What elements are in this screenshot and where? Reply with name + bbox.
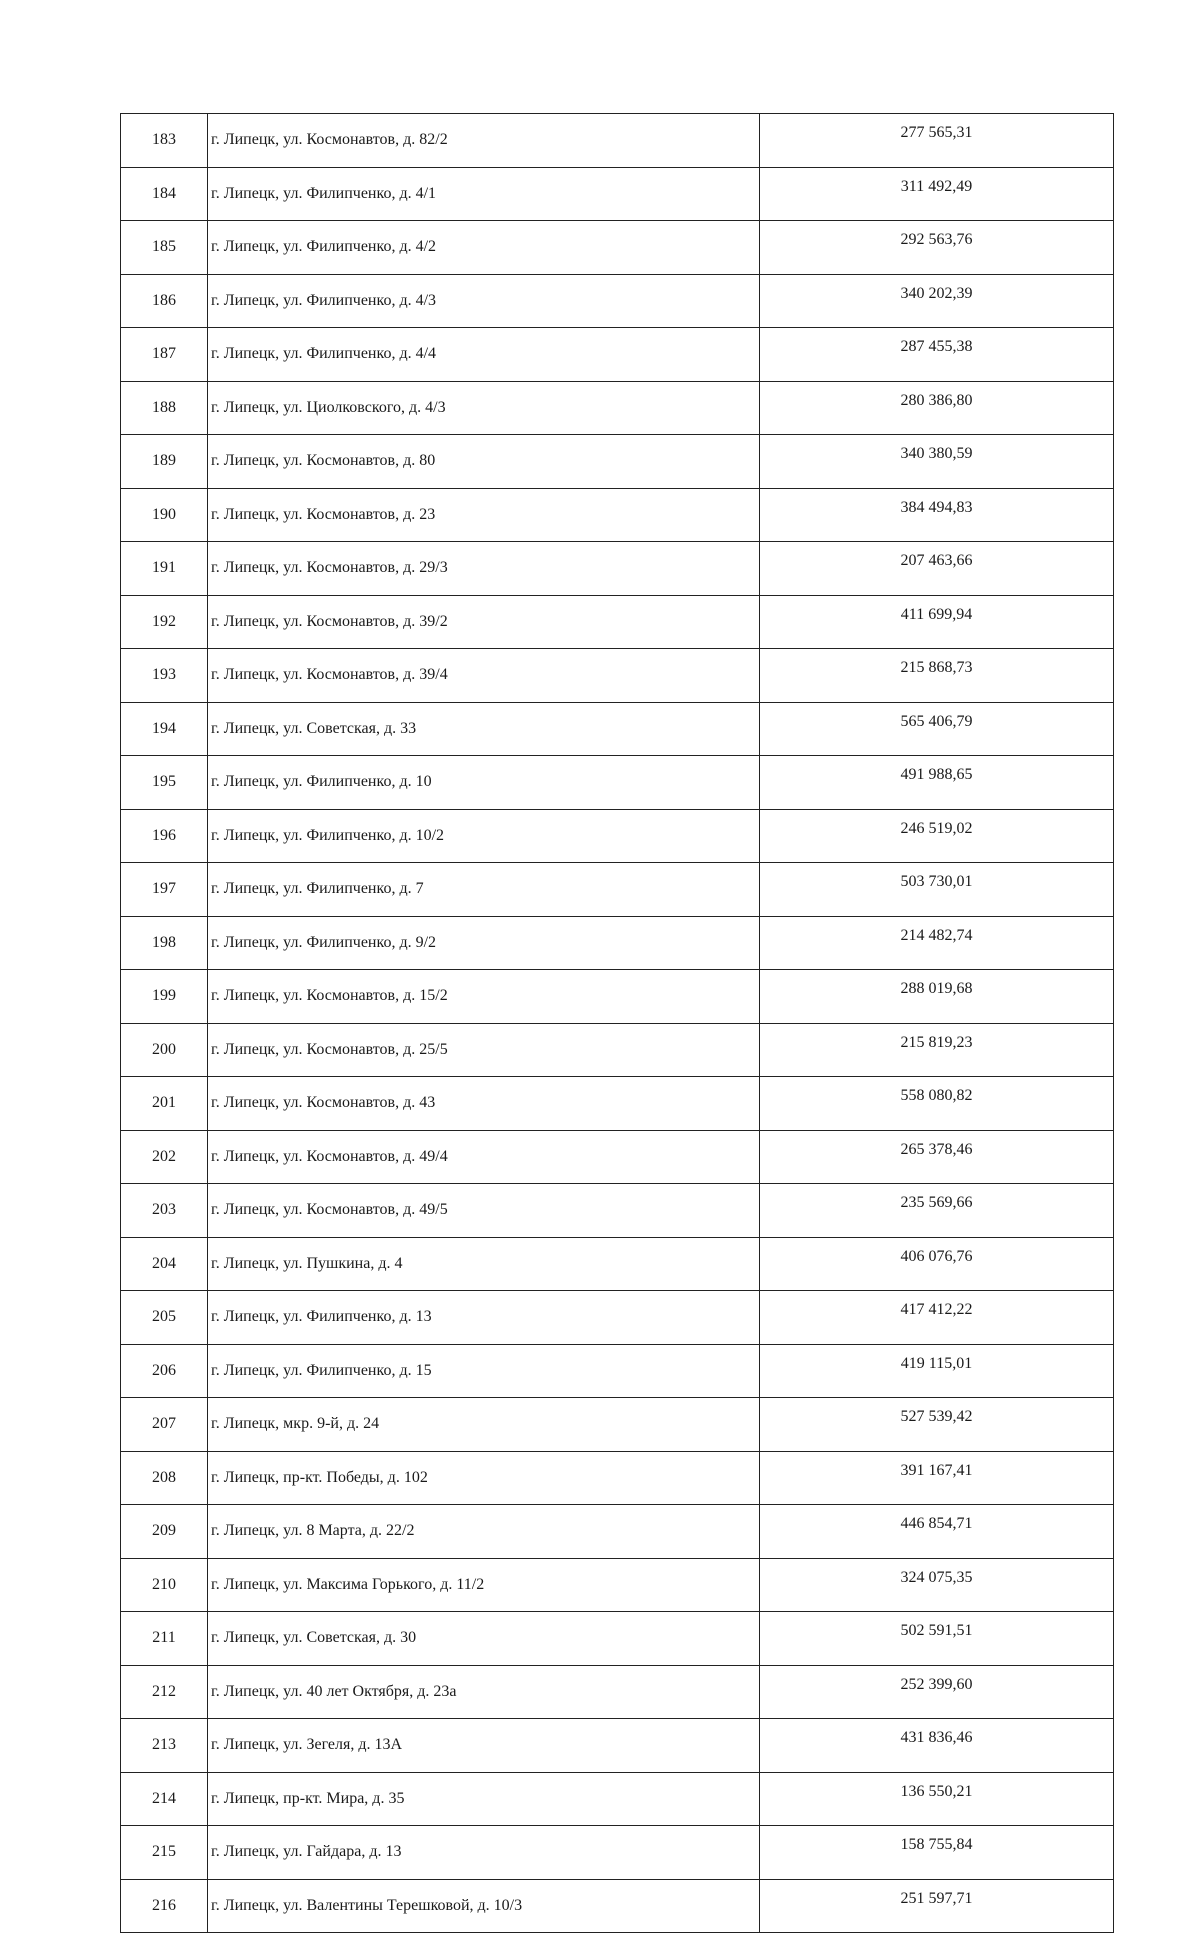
amount-cell: 324 075,35: [760, 1558, 1114, 1612]
address-cell: г. Липецк, ул. Циолковского, д. 4/3: [208, 381, 760, 435]
table-row: [121, 1505, 1114, 1559]
table-row: [121, 488, 1114, 542]
row-number-cell: 197: [121, 863, 208, 917]
amount-cell: 214 482,74: [760, 916, 1114, 970]
table-row: [121, 1077, 1114, 1131]
buildings-table: [120, 113, 1114, 1933]
row-number-cell: 213: [121, 1719, 208, 1773]
row-number-cell: 201: [121, 1077, 208, 1131]
amount-cell: 311 492,49: [760, 167, 1114, 221]
amount-cell: 417 412,22: [760, 1291, 1114, 1345]
table-row: [121, 1237, 1114, 1291]
row-number-cell: 200: [121, 1023, 208, 1077]
table-row: [121, 1398, 1114, 1452]
amount-cell: 287 455,38: [760, 328, 1114, 382]
row-number-cell: 194: [121, 702, 208, 756]
row-number-cell: 203: [121, 1184, 208, 1238]
row-number-cell: 208: [121, 1451, 208, 1505]
amount-cell: 136 550,21: [760, 1772, 1114, 1826]
row-number-cell: 190: [121, 488, 208, 542]
row-number-cell: 206: [121, 1344, 208, 1398]
amount-cell: 280 386,80: [760, 381, 1114, 435]
address-cell: г. Липецк, ул. Гайдара, д. 13: [208, 1826, 760, 1880]
row-number-cell: 185: [121, 221, 208, 275]
address-cell: г. Липецк, ул. Космонавтов, д. 82/2: [208, 114, 760, 168]
table-row: [121, 167, 1114, 221]
table-row: [121, 435, 1114, 489]
table-row: [121, 1184, 1114, 1238]
amount-cell: 158 755,84: [760, 1826, 1114, 1880]
row-number-cell: 198: [121, 916, 208, 970]
amount-cell: 215 819,23: [760, 1023, 1114, 1077]
row-number-cell: 207: [121, 1398, 208, 1452]
amount-cell: 565 406,79: [760, 702, 1114, 756]
amount-cell: 491 988,65: [760, 756, 1114, 810]
address-cell: г. Липецк, ул. Филипченко, д. 10/2: [208, 809, 760, 863]
row-number-cell: 204: [121, 1237, 208, 1291]
table-row: [121, 1719, 1114, 1773]
address-cell: г. Липецк, ул. Филипченко, д. 9/2: [208, 916, 760, 970]
table-row: [121, 1344, 1114, 1398]
amount-cell: 411 699,94: [760, 595, 1114, 649]
table-body: [121, 114, 1114, 1933]
row-number-cell: 183: [121, 114, 208, 168]
row-number-cell: 184: [121, 167, 208, 221]
amount-cell: 446 854,71: [760, 1505, 1114, 1559]
row-number-cell: 210: [121, 1558, 208, 1612]
table-row: [121, 221, 1114, 275]
table-row: [121, 809, 1114, 863]
table-row: [121, 1130, 1114, 1184]
address-cell: г. Липецк, ул. Филипченко, д. 7: [208, 863, 760, 917]
address-cell: г. Липецк, ул. Филипченко, д. 4/4: [208, 328, 760, 382]
row-number-cell: 193: [121, 649, 208, 703]
address-cell: г. Липецк, ул. Космонавтов, д. 15/2: [208, 970, 760, 1024]
table-row: [121, 649, 1114, 703]
table-row: [121, 595, 1114, 649]
row-number-cell: 188: [121, 381, 208, 435]
amount-cell: 288 019,68: [760, 970, 1114, 1024]
amount-cell: 384 494,83: [760, 488, 1114, 542]
address-cell: г. Липецк, пр-кт. Победы, д. 102: [208, 1451, 760, 1505]
amount-cell: 406 076,76: [760, 1237, 1114, 1291]
address-cell: г. Липецк, пр-кт. Мира, д. 35: [208, 1772, 760, 1826]
table-row: [121, 274, 1114, 328]
address-cell: г. Липецк, ул. Зегеля, д. 13А: [208, 1719, 760, 1773]
table-row: [121, 1772, 1114, 1826]
address-cell: г. Липецк, ул. Космонавтов, д. 49/5: [208, 1184, 760, 1238]
address-cell: г. Липецк, ул. Валентины Терешковой, д. 10/3: [208, 1879, 760, 1933]
amount-cell: 252 399,60: [760, 1665, 1114, 1719]
amount-cell: 558 080,82: [760, 1077, 1114, 1131]
address-cell: г. Липецк, ул. Космонавтов, д. 29/3: [208, 542, 760, 596]
row-number-cell: 195: [121, 756, 208, 810]
address-cell: г. Липецк, ул. Филипченко, д. 10: [208, 756, 760, 810]
table-row: [121, 1665, 1114, 1719]
amount-cell: 527 539,42: [760, 1398, 1114, 1452]
address-cell: г. Липецк, мкр. 9-й, д. 24: [208, 1398, 760, 1452]
row-number-cell: 186: [121, 274, 208, 328]
address-cell: г. Липецк, ул. Космонавтов, д. 39/2: [208, 595, 760, 649]
table-row: [121, 916, 1114, 970]
table-row: [121, 114, 1114, 168]
address-cell: г. Липецк, ул. Филипченко, д. 4/2: [208, 221, 760, 275]
row-number-cell: 191: [121, 542, 208, 596]
row-number-cell: 187: [121, 328, 208, 382]
address-cell: г. Липецк, ул. Космонавтов, д. 25/5: [208, 1023, 760, 1077]
table-row: [121, 1826, 1114, 1880]
amount-cell: 292 563,76: [760, 221, 1114, 275]
amount-cell: 340 202,39: [760, 274, 1114, 328]
amount-cell: 265 378,46: [760, 1130, 1114, 1184]
row-number-cell: 199: [121, 970, 208, 1024]
address-cell: г. Липецк, ул. Максима Горького, д. 11/2: [208, 1558, 760, 1612]
address-cell: г. Липецк, ул. Космонавтов, д. 23: [208, 488, 760, 542]
table-row: [121, 756, 1114, 810]
address-cell: г. Липецк, ул. Пушкина, д. 4: [208, 1237, 760, 1291]
address-cell: г. Липецк, ул. Космонавтов, д. 80: [208, 435, 760, 489]
address-cell: г. Липецк, ул. 40 лет Октября, д. 23а: [208, 1665, 760, 1719]
table-row: [121, 328, 1114, 382]
amount-cell: 246 519,02: [760, 809, 1114, 863]
table-row: [121, 863, 1114, 917]
address-cell: г. Липецк, ул. 8 Марта, д. 22/2: [208, 1505, 760, 1559]
amount-cell: 235 569,66: [760, 1184, 1114, 1238]
amount-cell: 502 591,51: [760, 1612, 1114, 1666]
address-cell: г. Липецк, ул. Филипченко, д. 4/3: [208, 274, 760, 328]
table-row: [121, 1558, 1114, 1612]
address-cell: г. Липецк, ул. Космонавтов, д. 49/4: [208, 1130, 760, 1184]
row-number-cell: 196: [121, 809, 208, 863]
address-cell: г. Липецк, ул. Филипченко, д. 15: [208, 1344, 760, 1398]
table-row: [121, 1879, 1114, 1933]
amount-cell: 391 167,41: [760, 1451, 1114, 1505]
table-row: [121, 970, 1114, 1024]
address-cell: г. Липецк, ул. Филипченко, д. 13: [208, 1291, 760, 1345]
row-number-cell: 214: [121, 1772, 208, 1826]
row-number-cell: 216: [121, 1879, 208, 1933]
table-row: [121, 1612, 1114, 1666]
row-number-cell: 202: [121, 1130, 208, 1184]
row-number-cell: 205: [121, 1291, 208, 1345]
amount-cell: 503 730,01: [760, 863, 1114, 917]
address-cell: г. Липецк, ул. Советская, д. 30: [208, 1612, 760, 1666]
amount-cell: 251 597,71: [760, 1879, 1114, 1933]
row-number-cell: 215: [121, 1826, 208, 1880]
address-cell: г. Липецк, ул. Советская, д. 33: [208, 702, 760, 756]
table-row: [121, 1451, 1114, 1505]
row-number-cell: 212: [121, 1665, 208, 1719]
address-cell: г. Липецк, ул. Филипченко, д. 4/1: [208, 167, 760, 221]
amount-cell: 340 380,59: [760, 435, 1114, 489]
row-number-cell: 189: [121, 435, 208, 489]
table-row: [121, 542, 1114, 596]
row-number-cell: 211: [121, 1612, 208, 1666]
row-number-cell: 209: [121, 1505, 208, 1559]
table-row: [121, 1291, 1114, 1345]
table-row: [121, 1023, 1114, 1077]
address-cell: г. Липецк, ул. Космонавтов, д. 43: [208, 1077, 760, 1131]
amount-cell: 215 868,73: [760, 649, 1114, 703]
address-cell: г. Липецк, ул. Космонавтов, д. 39/4: [208, 649, 760, 703]
table-row: [121, 381, 1114, 435]
amount-cell: 277 565,31: [760, 114, 1114, 168]
amount-cell: 419 115,01: [760, 1344, 1114, 1398]
amount-cell: 207 463,66: [760, 542, 1114, 596]
row-number-cell: 192: [121, 595, 208, 649]
amount-cell: 431 836,46: [760, 1719, 1114, 1773]
table-row: [121, 702, 1114, 756]
